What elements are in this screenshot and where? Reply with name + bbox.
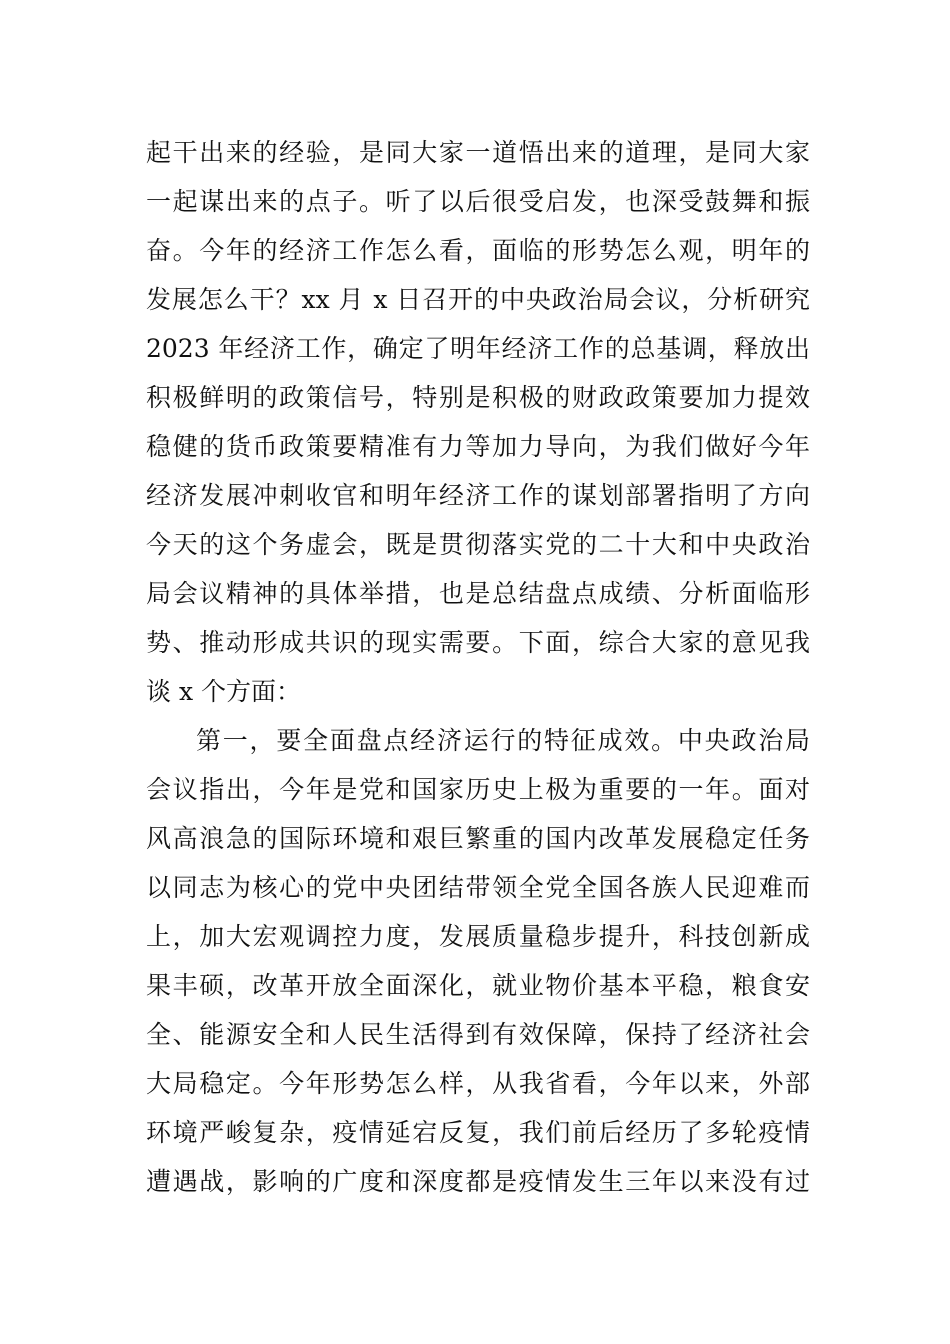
text-line: 局会议精神的具体举措，也是总结盘点成绩、分析面临形	[146, 579, 810, 608]
paragraph-2	[146, 716, 810, 1206]
text-line: 今天的这个务虚会，既是贯彻落实党的二十大和中央政治	[146, 530, 810, 559]
document-body	[146, 128, 810, 1206]
text-line: 环境严峻复杂，疫情延宕反复，我们前后经历了多轮疫情	[146, 1118, 810, 1147]
text-line: 稳健的货币政策要精准有力等加力导向，为我们做好今年	[146, 432, 810, 461]
text-line: 2023 年经济工作，确定了明年经济工作的总基调，释放出	[146, 334, 810, 363]
text-line: 大局稳定。今年形势怎么样，从我省看，今年以来，外部	[146, 1069, 810, 1098]
text-line: 果丰硕，改革开放全面深化，就业物价基本平稳，粮食安	[146, 971, 810, 1000]
text-line: 第一，要全面盘点经济运行的特征成效。中央政治局	[196, 726, 810, 755]
paragraph-1	[146, 128, 810, 716]
text-line: 势、推动形成共识的现实需要。下面，综合大家的意见我	[146, 628, 810, 657]
text-line: 经济发展冲刺收官和明年经济工作的谋划部署指明了方向	[146, 481, 810, 510]
text-line: 全、能源安全和人民生活得到有效保障，保持了经济社会	[146, 1020, 810, 1049]
text-line: 发展怎么干？xx 月 x 日召开的中央政治局会议，分析研究	[146, 285, 810, 314]
text-line: 遭遇战，影响的广度和深度都是疫情发生三年以来没有过	[146, 1167, 810, 1196]
text-line: 一起谋出来的点子。听了以后很受启发，也深受鼓舞和振	[146, 187, 810, 216]
text-line: 上，加大宏观调控力度，发展质量稳步提升，科技创新成	[146, 922, 810, 951]
text-line: 积极鲜明的政策信号，特别是积极的财政政策要加力提效	[146, 383, 810, 412]
text-line: 谈 x 个方面：	[146, 677, 301, 706]
text-line: 以同志为核心的党中央团结带领全党全国各族人民迎难而	[146, 873, 810, 902]
text-line: 奋。今年的经济工作怎么看，面临的形势怎么观，明年的	[146, 236, 810, 265]
text-line: 会议指出，今年是党和国家历史上极为重要的一年。面对	[146, 775, 810, 804]
text-line: 风高浪急的国际环境和艰巨繁重的国内改革发展稳定任务	[146, 824, 810, 853]
text-line: 起干出来的经验，是同大家一道悟出来的道理，是同大家	[146, 138, 810, 167]
